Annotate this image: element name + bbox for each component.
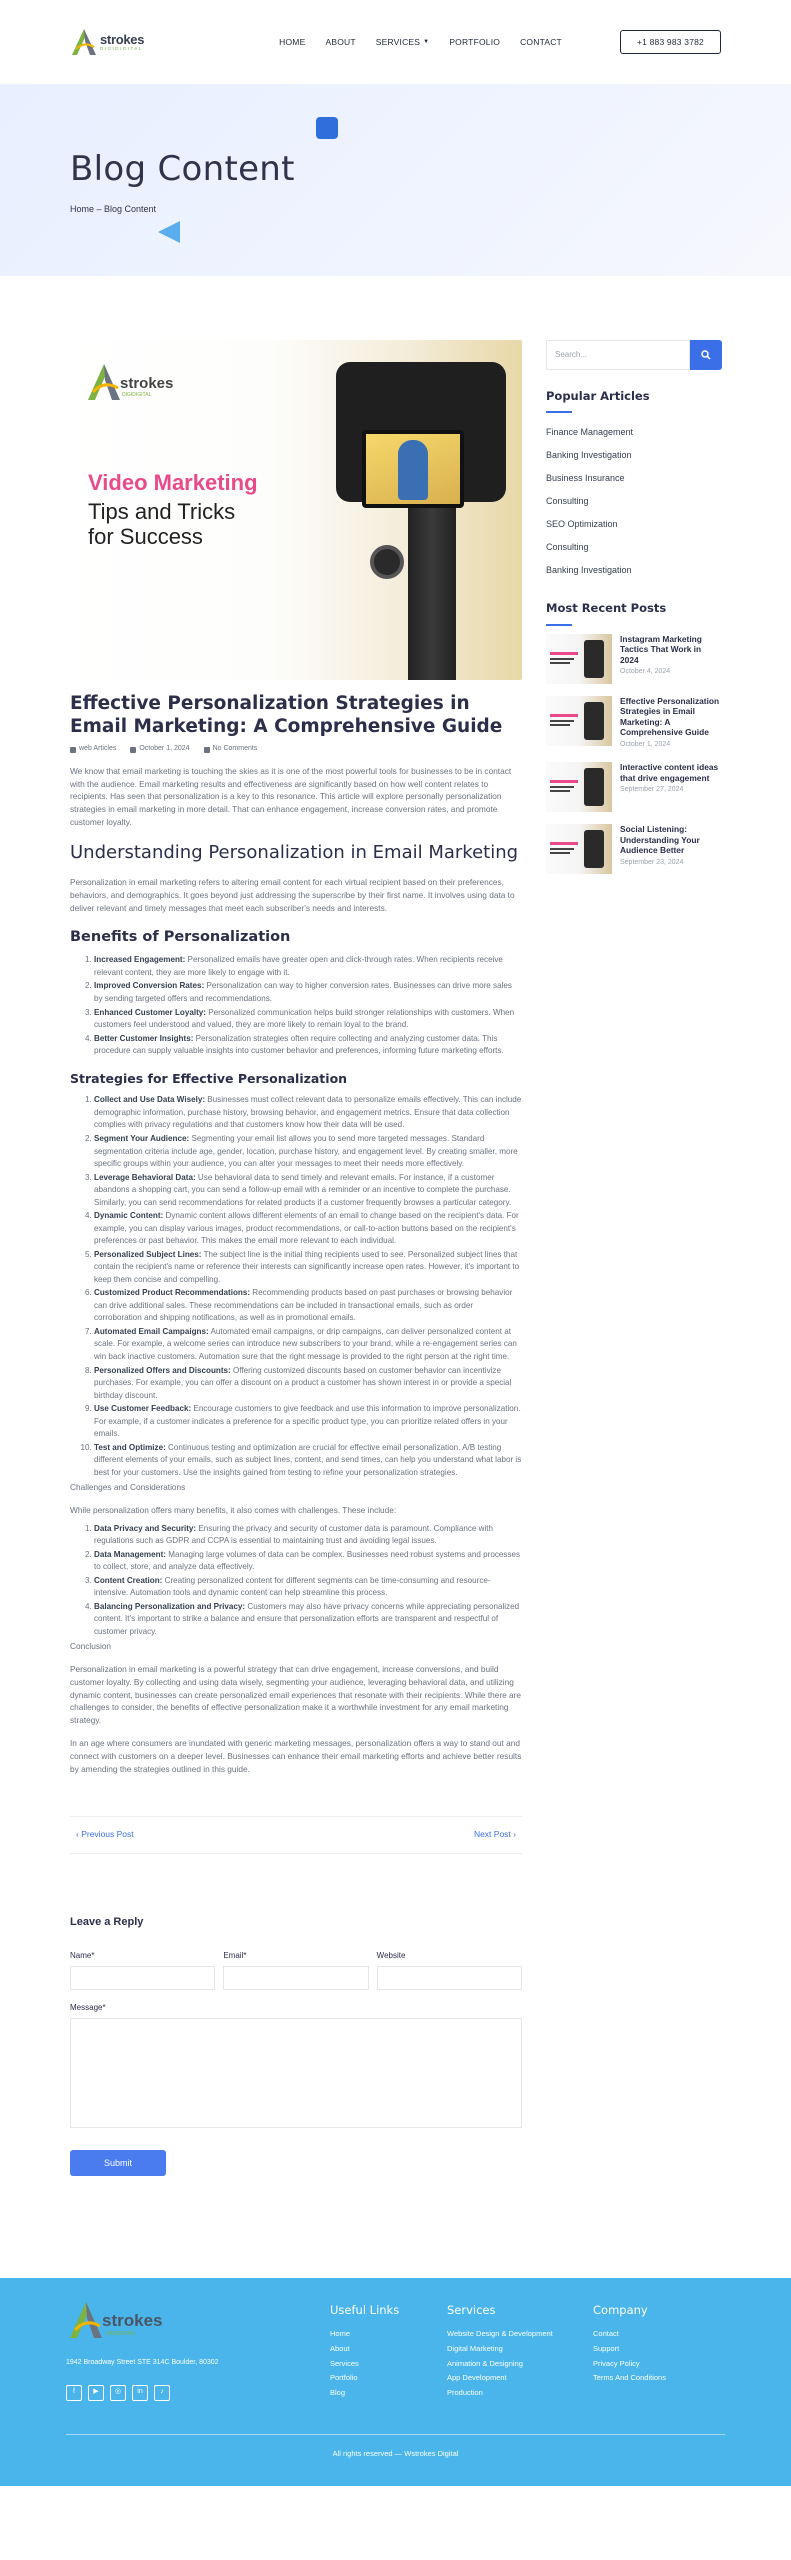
- featured-line1: Video Marketing: [88, 470, 258, 495]
- featured-line2: Tips and Tricks: [88, 499, 236, 524]
- footer-link[interactable]: Digital Marketing: [447, 2344, 503, 2354]
- comment-icon: [204, 747, 210, 753]
- phone-button[interactable]: +1 883 983 3782: [620, 30, 721, 55]
- next-post-label: Next Post: [473, 1829, 511, 1840]
- recent-thumbnail[interactable]: [546, 696, 612, 746]
- previous-post-label: Previous Post: [81, 1829, 134, 1840]
- challenges-intro: While personalization offers many benefits, it also comes with challenges. These include:: [70, 1504, 397, 1515]
- featured-line3: for Success: [88, 524, 203, 550]
- website-label: Website: [376, 1951, 406, 1961]
- post-intro: We know that email marketing is touching the skies as it is one of the most powerful tools for businesses to be in contact with the audience. Email marketing results and effectiveness are significantly based on how well content relates to recipients. Has seen that personalization is a key to this resonance. This article will explore personally personalization strategies in email marketing in more detail. That can enhance engagement, increase conversion rates, and promote customer loyalty.: [70, 765, 512, 828]
- person-shape: [398, 440, 428, 500]
- list-item: 4. Dynamic Content: Dynamic content allows different elements of an email to change based on the recipient's data. For example, you can display various images, product recommendations, or call-to-action buttons based on the recipient's preferences or past behavior. This makes the email more relevant to each individual.: [94, 1210, 522, 1248]
- reply-form: [70, 1914, 522, 2177]
- email-input[interactable]: [223, 1966, 368, 1990]
- search-icon: [701, 350, 711, 360]
- list-item: 4. Balancing Personalization and Privacy: Customers may also have privacy concerns while appreciating personalized content. It's important to strike a balance and ensure that personalization efforts are transparent and respectful of customer privacy.: [94, 1601, 522, 1639]
- footer-link[interactable]: Production: [447, 2387, 483, 2397]
- page-title: Blog Content: [70, 149, 295, 189]
- footer-link[interactable]: Blog: [330, 2387, 346, 2397]
- recent-post[interactable]: [546, 824, 722, 874]
- list-item: 7. Automated Email Campaigns: Automated email campaigns, or drip campaigns, can deliver personalized content at scale. For example, a welcome series can introduce new subscribers to your brand, while a re-engagement series can win back inactive customers. Automation sure that the right message is provided to the right person at the right time.: [94, 1326, 522, 1364]
- meta-comments-text: No Comments: [212, 745, 258, 753]
- footer-useful-title: Useful Links: [330, 2303, 400, 2318]
- facebook-icon[interactable]: f: [66, 2385, 82, 2401]
- message-textarea[interactable]: [70, 2018, 522, 2128]
- list-item: 8. Personalized Offers and Discounts: Offering customized discounts based on customer behavior can incentivize purchases. For example, you can offer a discount on a product a customer has shown interest in or provide a special birthday discount.: [94, 1365, 522, 1403]
- footer-link[interactable]: Contact: [593, 2329, 619, 2339]
- list-item: 5. Personalized Subject Lines: The subject line is the initial thing recipients used to see. Personalized subject lines that contain the recipient's name or reference their interests can significantly increase open rates. However, it's important to keep them concise and compelling.: [94, 1249, 522, 1287]
- sidebar: [546, 340, 722, 2176]
- challenges-label: Challenges and Considerations: [70, 1482, 186, 1493]
- footer-divider: [66, 2434, 725, 2435]
- list-item: 2. Improved Conversion Rates: Personalization can way to higher conversion rates. Businesses can drive more sales by sending targeted offers and recommendations.: [94, 980, 522, 1005]
- featured-logo-icon: [84, 360, 174, 404]
- recent-post-date: September 23, 2024: [620, 858, 684, 866]
- recent-post[interactable]: [546, 634, 722, 684]
- heading-benefits: Benefits of Personalization: [70, 928, 291, 945]
- tiktok-icon[interactable]: ♪: [154, 2385, 170, 2401]
- heading-understanding: Understanding Personalization in Email Marketing: [70, 842, 519, 864]
- popular-link[interactable]: Consulting: [546, 542, 589, 552]
- post-main: [70, 340, 522, 2176]
- list-item: 3. Leverage Behavioral Data: Use behavioral data to send timely and relevant emails. For instance, if a customer abandons a shopping cart, you can send a follow-up email with a reminder or an incentive to complete the purchase. Similarly, you can send recommendations for related products if a customer frequently browses a particular category.: [94, 1172, 522, 1210]
- heading-strategies: Strategies for Effective Personalization: [70, 1070, 348, 1086]
- popular-link[interactable]: Finance Management: [546, 427, 634, 437]
- list-item: 3. Enhanced Customer Loyalty: Personalized communication helps build stronger relationships with customers. When customers feel understood and valued, they are more likely to remain loyal to the brand.: [94, 1007, 522, 1032]
- recent-post-title[interactable]: Interactive content ideas that drive engagement: [620, 762, 719, 783]
- site-header: [0, 0, 791, 84]
- main-nav: [279, 30, 721, 55]
- featured-image: [70, 340, 522, 680]
- popular-link[interactable]: Consulting: [546, 496, 589, 506]
- post-navigation: [70, 1816, 522, 1854]
- footer-link[interactable]: Privacy Policy: [593, 2358, 640, 2368]
- next-post-link[interactable]: [474, 1828, 516, 1841]
- meta-author-text: web Articles: [79, 745, 117, 753]
- nav-contact[interactable]: CONTACT: [520, 36, 562, 47]
- search-button[interactable]: [690, 340, 722, 370]
- list-item: 3. Content Creation: Creating personalized content for different segments can be time-consuming and resource-intensive. Automation tools and dynamic content can help streamline this process.: [94, 1575, 522, 1600]
- decor-square: [316, 117, 338, 139]
- user-icon: [70, 747, 76, 753]
- list-item: 10. Test and Optimize: Continuous testing and optimization are crucial for effective email personalization. A/B testing different elements of your emails, such as subject lines, content, and send times, can help you understand what labor is best for your customers. Use the insights gained from testing to refine your personalization strategies.: [94, 1442, 522, 1480]
- recent-post-title[interactable]: Effective Personalization Strategies in Email Marketing: A Comprehensive Guide: [620, 695, 720, 737]
- post-title: Effective Personalization Strategies in Email Marketing: A Comprehensive Guide: [70, 693, 503, 738]
- popular-link[interactable]: SEO Optimization: [546, 519, 618, 529]
- linkedin-icon[interactable]: in: [132, 2385, 148, 2401]
- list-item: 1. Collect and Use Data Wisely: Businesses must collect relevant data to personalize emails effectively. This can include demographic information, purchase history, browsing behavior, and engagement metrics. Ensure that data collection complies with privacy regulations and that customers know how their data will be used.: [94, 1094, 522, 1132]
- footer-link[interactable]: Support: [593, 2344, 620, 2354]
- nav-portfolio[interactable]: PORTFOLIO: [449, 36, 501, 47]
- chevron-left-icon: ‹: [76, 1829, 82, 1840]
- meta-date-text: October 1, 2024: [139, 745, 190, 753]
- nav-home[interactable]: HOME: [279, 36, 306, 47]
- sidebar-search: [546, 340, 722, 370]
- content-wrap: [0, 276, 791, 2176]
- name-label: Name*: [70, 1951, 95, 1961]
- email-field-group: [223, 1950, 368, 1990]
- footer-company: [593, 2302, 713, 2400]
- list-item: 6. Customized Product Recommendations: Recommending products based on past purchases or browsing behavior can drive additional sales. These recommendations can be included in transactional emails, such as order corroboration and shipping notifications, as well as in promotional emails.: [94, 1287, 522, 1325]
- name-input[interactable]: [70, 1966, 215, 1990]
- list-item: 4. Better Customer Insights: Personalization strategies often require collecting and analyzing customer data. This procedure can supply valuable insights into customer behavior and preferences, informing future marketing efforts.: [94, 1033, 522, 1058]
- camera-lens: [370, 545, 404, 579]
- footer-link[interactable]: Animation & Designing: [447, 2358, 523, 2368]
- footer-link[interactable]: About: [330, 2344, 350, 2354]
- recent-thumbnail[interactable]: [546, 762, 612, 812]
- para-understanding: Personalization in email marketing refers to altering email content for each virtual recipient based on their preferences, behaviors, and demographics. It goes beyond just addressing the superscribe by their first name. It involves using data to deliver relevant and timely messages that meet each subscriber's needs and interests.: [70, 877, 515, 913]
- footer-copyright: All rights reserved — Wstrokes Digital: [332, 2449, 459, 2459]
- message-label: Message*: [70, 2003, 106, 2013]
- conclusion-para-1: Personalization in email marketing is a powerful strategy that can drive engagement, increase conversions, and build customer loyalty. By collecting and using data wisely, segmenting your audience, leveraging behavioral data, and utilizing dynamic content, businesses can create personalized email experiences that resonate with their recipients. While there are challenges to consider, the benefits of effective personalization make it a worthwhile investment for any email marketing strategy.: [70, 1663, 522, 1726]
- message-field-group: [70, 2002, 522, 2128]
- popular-link[interactable]: Banking Investigation: [546, 450, 632, 460]
- caret-down-icon: ▼: [423, 38, 430, 45]
- website-field-group: [377, 1950, 522, 1990]
- recent-post-title[interactable]: Instagram Marketing Tactics That Work in 2024: [620, 633, 702, 665]
- footer-link[interactable]: Website Design & Development: [447, 2329, 553, 2339]
- email-label: Email*: [223, 1951, 247, 1961]
- meta-date: [130, 744, 189, 755]
- svg-text:strokes: strokes: [120, 375, 174, 392]
- recent-thumbnail[interactable]: [546, 634, 612, 684]
- meta-author[interactable]: [70, 744, 116, 755]
- nav-services-label: SERVICES: [375, 36, 421, 47]
- list-item: 1. Data Privacy and Security: Ensuring the privacy and security of customer data is paramount. Compliance with regulations such as GDPR and CCPA is essential to maintaining trust and avoiding legal issues.: [94, 1523, 522, 1548]
- page-hero: [0, 84, 791, 276]
- decor-triangle: [158, 221, 180, 243]
- breadcrumb: Home – Blog Content: [70, 204, 157, 214]
- recent-post[interactable]: [546, 762, 722, 812]
- popular-link[interactable]: Business Insurance: [546, 473, 625, 483]
- recent-post-date: October 1, 2024: [620, 740, 671, 748]
- meta-comments[interactable]: [204, 744, 258, 755]
- footer-useful-links: [330, 2302, 447, 2400]
- conclusion-para-2: In an age where consumers are inundated with generic marketing messages, personalization offers a way to stand out and connect with customers on a deeper level. Businesses can enhance their email marketing efforts and achieve better results by amending the strategies outlined in this guide.: [70, 1738, 522, 1774]
- reply-fields: [70, 1950, 522, 1990]
- name-field-group: [70, 1950, 215, 1990]
- footer-services-title: Services: [447, 2303, 496, 2318]
- recent-title: Most Recent Posts: [546, 601, 667, 616]
- tripod-shape: [408, 502, 456, 680]
- logo-subtext: DIGIDIGITAL: [100, 45, 143, 51]
- social-links: [66, 2385, 330, 2401]
- instagram-icon[interactable]: ◎: [110, 2385, 126, 2401]
- footer-logo-icon[interactable]: [66, 2298, 176, 2342]
- conclusion-label: Conclusion: [70, 1641, 112, 1652]
- recent-post-date: September 27, 2024: [620, 786, 684, 793]
- footer-link[interactable]: Services: [330, 2358, 359, 2368]
- submit-button[interactable]: Submit: [70, 2150, 166, 2176]
- logo-mark-icon: [70, 27, 98, 57]
- recent-thumbnail[interactable]: [546, 824, 612, 874]
- nav-services[interactable]: [376, 36, 430, 49]
- featured-logo: [84, 360, 174, 408]
- recent-post[interactable]: [546, 696, 722, 751]
- post-meta: [70, 744, 522, 755]
- benefits-list: [94, 954, 522, 1057]
- footer-link[interactable]: Portfolio: [330, 2373, 358, 2383]
- title-underline: [546, 411, 572, 413]
- featured-headline: [88, 466, 258, 550]
- strategies-list: [94, 1094, 522, 1479]
- site-logo[interactable]: [70, 22, 156, 62]
- reply-title: Leave a Reply: [70, 1915, 144, 1928]
- recent-post-date: October 4, 2024: [620, 668, 671, 675]
- footer-brand: [66, 2298, 330, 2400]
- footer-services: [447, 2302, 593, 2400]
- svg-text:DIGIDIGITAL: DIGIDIGITAL: [106, 2331, 136, 2338]
- calendar-icon: [130, 747, 136, 753]
- svg-text:strokes: strokes: [102, 2311, 163, 2331]
- footer-address: 1942 Broadway Street STE 314C Boulder, 80302: [66, 2359, 219, 2367]
- youtube-icon[interactable]: ▶: [88, 2385, 104, 2401]
- list-item: 2. Data Management: Managing large volumes of data can be complex. Businesses need robust systems and processes to collect, store, and analyze data effectively.: [94, 1549, 522, 1574]
- popular-link[interactable]: Banking Investigation: [546, 565, 632, 575]
- footer-company-title: Company: [593, 2303, 648, 2318]
- footer-link[interactable]: App Development: [447, 2373, 507, 2383]
- list-item: 9. Use Customer Feedback: Encourage customers to give feedback and use this information to improve personalization. For example, if a customer indicates a preference for a specific product type, you can prioritize related offers in your emails.: [94, 1403, 522, 1441]
- popular-title: Popular Articles: [546, 389, 650, 403]
- challenges-list: [94, 1523, 522, 1639]
- list-item: 1. Increased Engagement: Personalized emails have greater open and click-through rates. When recipients receive relevant content, they are more likely to engage with it.: [94, 954, 522, 979]
- chevron-right-icon: ›: [510, 1829, 516, 1840]
- title-underline: [546, 624, 572, 626]
- nav-about[interactable]: ABOUT: [325, 36, 356, 47]
- search-input[interactable]: Search...: [546, 340, 690, 370]
- website-input[interactable]: [377, 1966, 522, 1990]
- logo-wordmark: strokes: [100, 31, 145, 47]
- footer-link[interactable]: Terms And Conditions: [593, 2373, 666, 2383]
- previous-post-link[interactable]: [76, 1828, 134, 1841]
- svg-text:DIGIDIGITAL: DIGIDIGITAL: [122, 392, 152, 398]
- list-item: 2. Segment Your Audience: Segmenting your email list allows you to send more targeted messages. Standard segmentation criteria include age, gender, location, purchase history, and engagement level. By creating smaller, more specific groups within your audience, you can alter your messages to meet their needs more effectively.: [94, 1133, 522, 1171]
- footer-link[interactable]: Home: [330, 2329, 351, 2339]
- recent-post-title[interactable]: Social Listening: Understanding Your Audience Better: [620, 824, 700, 855]
- site-footer: [0, 2278, 791, 2486]
